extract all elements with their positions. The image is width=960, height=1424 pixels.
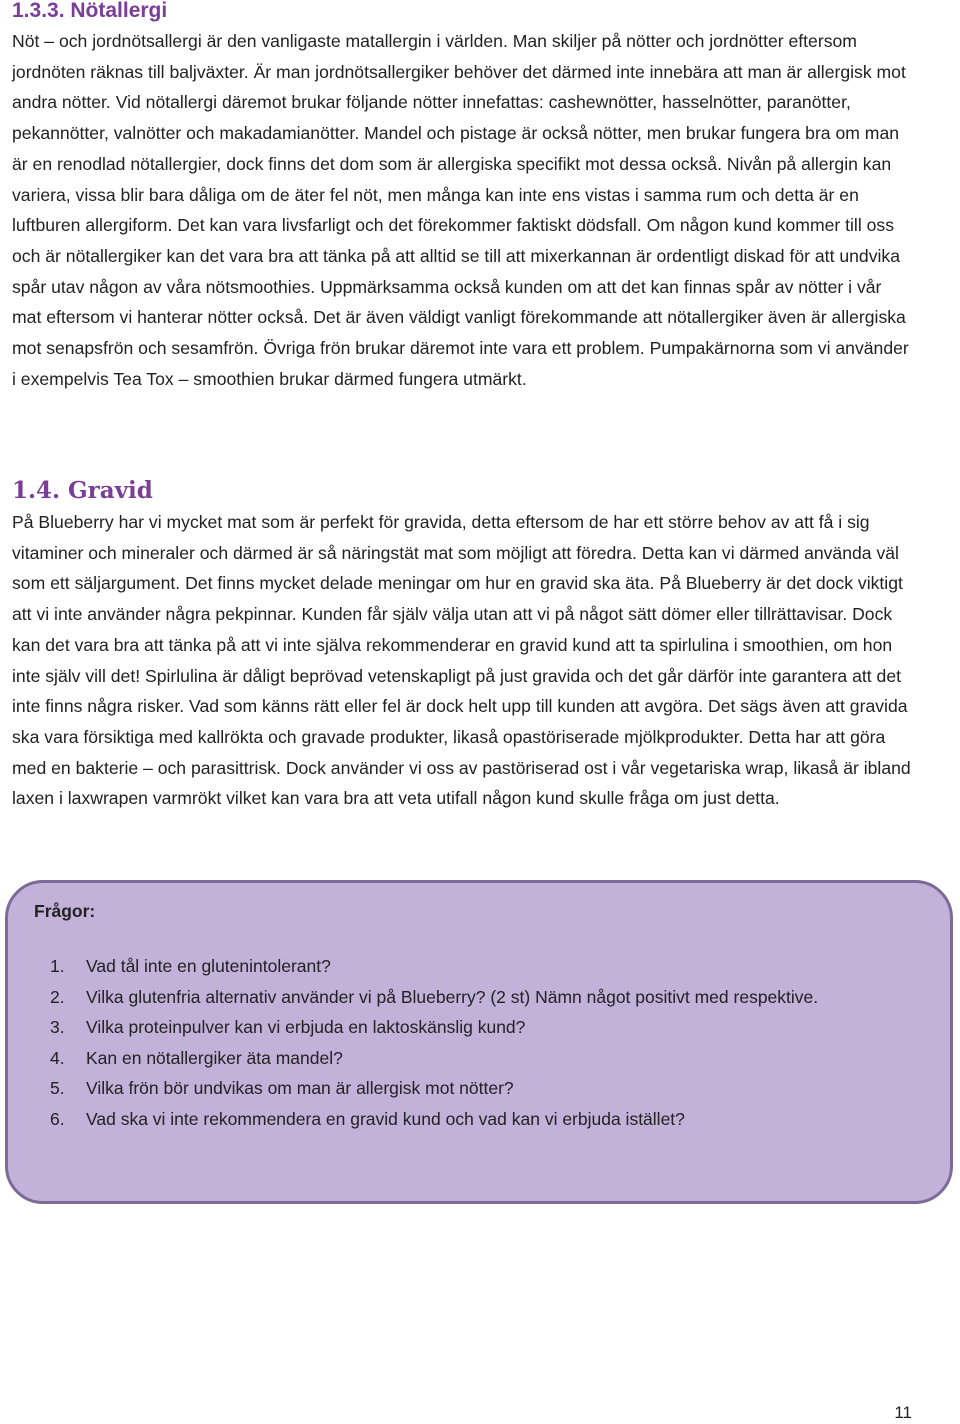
sentence: Vid nötallergi däremot brukar följande nötter innefattas: cashewnötter, hasselnötter, paranötter, pekannötter, valnötter och makadamianötter. [12,92,851,144]
question-text: Vilka proteinpulver kan vi erbjuda en laktoskänslig kund? [86,1017,526,1037]
questions-box [5,880,953,1204]
sentence: Spirlulina är dåligt beprövad vetenskapligt på just gravida och det går därför inte garantera att det inte finns några risker. [12,665,902,717]
question-text: Vad ska vi inte rekommendera en gravid kund och vad kan vi erbjuda istället? [86,1108,685,1129]
sentence: Det är även väldigt vanligt förekommande att nötallergiker även är allergiska mot senapsfrön och sesamfrön. [12,307,906,359]
sentence: Det kan vara livsfarligt och det förekommer faktiskt dödsfall. [177,215,647,236]
sentence: Dock använder vi oss av pastöriserad ost i vår vegetariska wrap, likaså är ibland laxen i laxwrapen varmrökt vilket kan vara bra att veta utifall någon kund skulle fråga om just detta. [12,757,911,809]
sentence: Nöt – och jordnötsallergi är den vanligaste matallergin i världen. [12,31,513,51]
section-heading-pregnant: 1.4. Gravid [12,477,153,504]
question-text: Vilka frön bör undvikas om man är allergisk mot nötter? [86,1078,514,1098]
sentence: Övriga frön brukar däremot inte vara ett problem. [263,338,650,359]
question-item [34,951,914,982]
page-number: 11 [894,1403,912,1422]
paragraph-nut-allergy [12,26,912,394]
sentence: Pumpakärnorna som vi använder i exempelvis Tea Tox – smoothien brukar därmed fungera utmärkt. [12,338,909,389]
sentence: Detta har att göra med en bakterie – och parasittrisk. [12,726,886,778]
paragraph-pregnant [12,507,912,814]
question-item [34,1104,914,1135]
sentence: På Blueberry är det dock viktigt att vi inte använder några pekpinnar. [12,573,903,625]
sentence: Detta kan vi därmed använda väl som ett säljargument. [12,542,899,594]
sentence: Nivån på allergin kan variera, vissa blir bara dåliga om de äter fel nöt, men många kan inte ens vistas i samma rum och detta är en luftburen allergiform. [12,153,892,236]
questions-list [34,951,914,1134]
sentence: Det sägs även att gravida ska vara försiktiga med kallrökta och gravade produkter, likaså opastöriserade mjölkprodukter. [12,696,908,747]
question-number: 5. [50,1078,65,1098]
sentence: Om någon kund kommer till oss och är nötallergiker kan det vara bra att tänka på att alltid se till att mixerkannan är ordentligt diskad för att undvika spår utav någon av våra nötsmoothies. [12,215,900,297]
sentence: Mandel och pistage är också nötter, men brukar fungera bra om man är en renodlad nötallergier, dock finns det dom som är allergiska specifikt mot dessa också. [12,123,900,174]
sentence: Man skiljer på nötter och jordnötter eftersom jordnöten räknas till baljväxter. [12,31,857,82]
question-item [34,1073,914,1104]
question-number: 4. [50,1047,65,1068]
question-item [34,982,914,1013]
question-text: Vilka glutenfria alternativ använder vi på Blueberry? (2 st) Nämn något positivt med respektive. [86,986,819,1007]
question-item [34,1012,914,1043]
question-number: 1. [50,956,65,976]
section-heading-nut-allergy: 1.3.3. Nötallergi [12,0,168,22]
question-text: Kan en nötallergiker äta mandel? [86,1047,343,1068]
question-number: 3. [50,1017,65,1037]
question-text: Vad tål inte en glutenintolerant? [86,956,331,976]
sentence: Det finns mycket delade meningar om hur en gravid ska äta. [185,573,660,594]
sentence: Är man jordnötsallergiker behöver det därmed inte innebära att man är allergisk mot andra nötter. [12,61,906,113]
sentence: Kunden får själv välja utan att vi på något sätt dömer eller tillrättavisar. [301,604,853,625]
sentence: Dock kan det vara bra att tänka på att vi inte själva rekommenderar en gravid kund att ta spirlulina i smoothien, om hon inte själv vill det! [12,604,893,686]
question-number: 6. [50,1108,65,1129]
question-item [34,1043,914,1074]
sentence: På Blueberry har vi mycket mat som är perfekt för gravida, detta eftersom de har ett större behov av att få i sig vitaminer och mineraler och därmed är så näringstät mat som möjligt att föredra. [12,512,870,563]
sentence: Vad som känns rätt eller fel är dock helt upp till kunden att avgöra. [189,696,708,717]
questions-title: Frågor: [34,901,96,921]
question-number: 2. [50,986,65,1007]
sentence: Uppmärksamma också kunden om att det kan finnas spår av nötter i vår mat eftersom vi hanterar nötter också. [12,276,882,328]
